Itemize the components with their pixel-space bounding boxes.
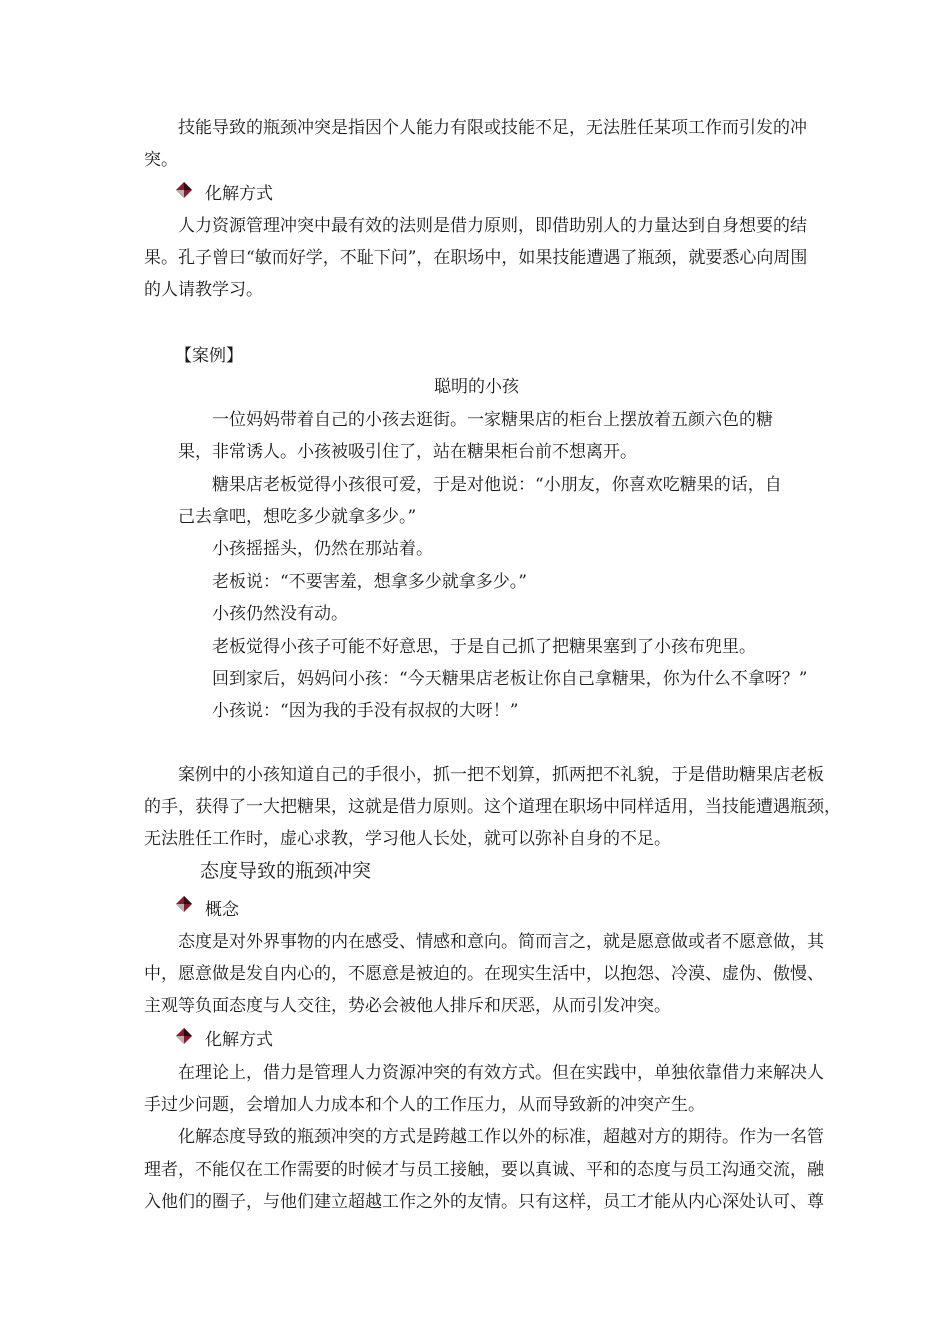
- paragraph-line: 化解态度导致的瓶颈冲突的方式是跨越工作以外的标准，超越对方的期待。作为一名管: [178, 1127, 824, 1147]
- diamond-bullet-icon: [175, 181, 193, 199]
- paragraph-line: 的人请教学习。: [144, 280, 263, 300]
- paragraph-line: 入他们的圈子，与他们建立超越工作之外的友情。只有这样，员工才能从内心深处认可、尊: [144, 1192, 824, 1212]
- paragraph-line: 手过少问题，会增加人力成本和个人的工作压力，从而导致新的冲突产生。: [144, 1095, 705, 1115]
- case-line: 糖果店老板觉得小孩很可爱，于是对他说：“小朋友，你喜欢吃糖果的话，自: [212, 475, 782, 495]
- case-line: 老板说：“不要害羞，想拿多少就拿多少。”: [212, 572, 527, 592]
- case-line: 小孩仍然没有动。: [212, 604, 348, 624]
- case-label: 【案例】: [175, 346, 243, 366]
- case-line: 老板觉得小孩子可能不好意思，于是自己抓了把糖果塞到了小孩布兜里。: [212, 637, 756, 657]
- case-line: 果，非常诱人。小孩被吸引住了，站在糖果柜台前不想离开。: [178, 442, 637, 462]
- paragraph-line: 技能导致的瓶颈冲突是指因个人能力有限或技能不足，无法胜任某项工作而引发的冲: [178, 118, 807, 138]
- case-title: 聪明的小孩: [434, 377, 519, 397]
- analysis-line: 无法胜任工作时，虚心求教，学习他人长处，就可以弥补自身的不足。: [144, 829, 671, 849]
- paragraph-line: 中，愿意做是发自内心的，不愿意是被迫的。在现实生活中，以抱怨、冷漠、虚伪、傲慢、: [144, 964, 824, 984]
- paragraph-line: 突。: [144, 150, 178, 170]
- resolve-heading: 化解方式: [205, 1030, 273, 1050]
- case-line: 一位妈妈带着自己的小孩去逛街。一家糖果店的柜台上摆放着五颜六色的糖: [212, 410, 773, 430]
- paragraph-line: 在理论上，借力是管理人力资源冲突的有效方式。但在实践中，单独依靠借力来解决人: [178, 1063, 824, 1083]
- paragraph-line: 态度是对外界事物的内在感受、情感和意向。简而言之，就是愿意做或者不愿意做，其: [178, 932, 824, 952]
- paragraph-line: 理者，不能仅在工作需要的时候才与员工接触，要以真诚、平和的态度与员工沟通交流，融: [144, 1160, 824, 1180]
- paragraph-line: 主观等负面态度与人交往，势必会被他人排斥和厌恶，从而引发冲突。: [144, 996, 671, 1016]
- section-heading: 态度导致的瓶颈冲突: [200, 860, 372, 882]
- concept-heading: 概念: [205, 900, 239, 920]
- paragraph-line: 果。孔子曾曰“敏而好学，不耻下问”，在职场中，如果技能遭遇了瓶颈，就要悉心向周围: [144, 248, 808, 268]
- case-line: 回到家后，妈妈问小孩：“今天糖果店老板让你自己拿糖果，你为什么不拿呀？”: [212, 669, 808, 689]
- resolve-heading: 化解方式: [205, 184, 273, 204]
- diamond-bullet-icon: [175, 895, 193, 913]
- analysis-line: 的手，获得了一大把糖果，这就是借力原则。这个道理在职场中同样适用，当技能遭遇瓶颈，: [144, 797, 841, 817]
- case-line: 小孩摇摇头，仍然在那站着。: [212, 539, 433, 559]
- paragraph-line: 人力资源管理冲突中最有效的法则是借力原则，即借助别人的力量达到自身想要的结: [178, 216, 807, 236]
- analysis-line: 案例中的小孩知道自己的手很小，抓一把不划算，抓两把不礼貌，于是借助糖果店老板: [178, 765, 824, 785]
- diamond-bullet-icon: [175, 1027, 193, 1045]
- case-line: 己去拿吧，想吃多少就拿多少。”: [178, 507, 417, 527]
- case-line: 小孩说：“因为我的手没有叔叔的大呀！”: [212, 701, 519, 721]
